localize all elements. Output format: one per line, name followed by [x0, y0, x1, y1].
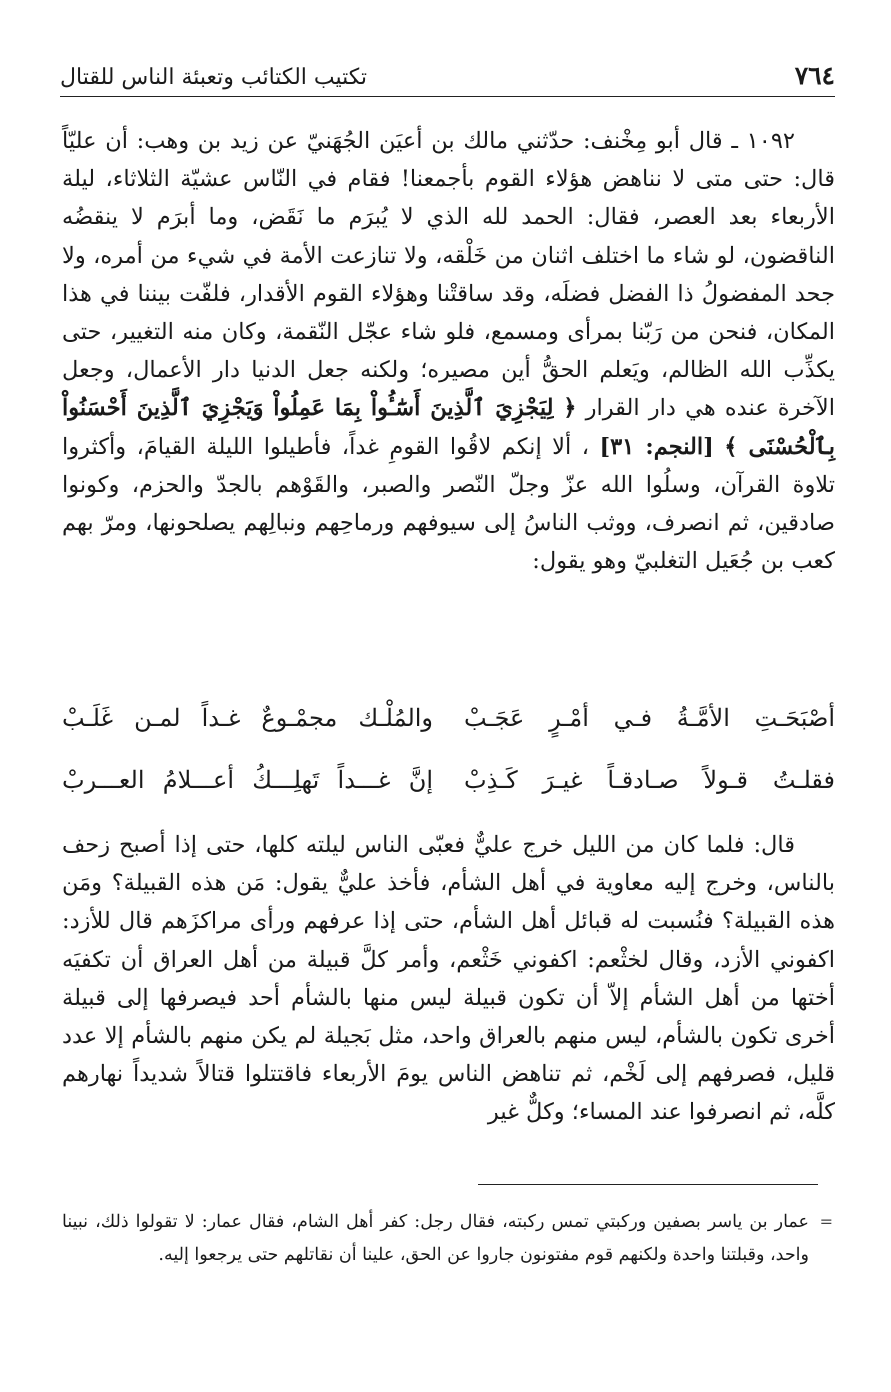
poem-block: [62, 698, 835, 822]
paragraph-1-part-a: ١٠٩٢ ـ قال أبو مِخْنف: حدّثني مالك بن أعيَن الجُهَنيّ عن زيد بن وهب: أن عليّاً قال: حتى متى لا نناهض هؤلاء القوم بأجمعنا! فقام في النّاس عشيّة الثلاثاء، ليلة الأربعاء بعد العصر، فقال: الحمد لله الذي لا يُبرَم ما نَقَض، وما أبرَم لا ينقضُه الناقضون، لو شاء ما اختلف اثنان من خَلْقه، ولا تنازعت الأمة في شيء من أمره، ولا جحد المفضولُ ذا الفضل فضلَه، وقد ساقتْنا وهؤلاء القوم الأقدار، فلفّت بيننا في هذا المكان، فنحن من رَبّنا بمرأى ومسمع، فلو شاء عجّل النّقمة، وكان منه التغيير، حتى يكذِّب الله الظالم، ويَعلم الحقُّ أين مصيره؛ ولكنه جعل الدنيا دار الأعمال، وجعل الآخرة عنده هي دار القرار: [62, 128, 835, 422]
quran-verse: ﴿ لِيَجْزِيَ ٱلَّذِينَ أَسَٰٓـُٔواْ بِمَا عَمِلُواْ وَيَجْزِيَ ٱلَّذِينَ أَحْسَنُواْ بِٱلْحُسْنَى ﴾: [62, 395, 836, 460]
poem-hemistich: فقلـتُ قـولاً صـادقـاً غيـرَ كَـذِبْ: [463, 766, 835, 794]
paragraph-1: [62, 122, 835, 580]
main-text-continued: [62, 826, 835, 1132]
footnote-divider: [478, 1184, 818, 1185]
poem-hemistich: والمُلْـك مجمْـوعٌ غـداً لمـن غَلَـبْ: [62, 704, 434, 732]
poem-line: [62, 760, 835, 822]
footnote-continuation-marker: =: [819, 1212, 833, 1231]
footnote: عمار بن ياسر بصفين وركبتي تمس ركبته، فقال رجل: كفر أهل الشام، فقال عمار: لا تقولوا ذلك، نبينا واحد، وقبلتنا واحدة ولكنهم قوم مفتونون جاروا عن الحق، علينا أن نقاتلهم حتى يرجعوا إليه.: [62, 1212, 809, 1265]
page-number: ٧٦٤: [794, 61, 835, 90]
poem-line: [62, 698, 835, 760]
main-text: [62, 122, 835, 580]
poem-hemistich: إنَّ غـــداً تَهلِـــكُ أعـــلامُ العـــربْ: [62, 766, 434, 794]
paragraph-1-part-b: ، ألا إنكم لاقُوا القومِ غداً، فأطيلوا الليلة القيامَ، وأكثروا تلاوة القرآن، وسلُوا الله عزّ وجلّ النّصر والصبر، والقَوْهم بالجدّ والحزم، وكونوا صادقين، ثم انصرف، ووثب الناسُ إلى سيوفهم ورماحِهم ونبالِهم يصلحونها، ومرّ بهم كعب بن جُعَيل التغلبيّ وهو يقول:: [62, 433, 835, 575]
quran-reference: [النجم: ٣١]: [599, 433, 714, 460]
poem-hemistich: أصْبَحَـتِ الأمَّـةُ فـي أمْـرٍ عَجَـبْ: [463, 704, 835, 732]
paragraph-2: قال: فلما كان من الليل خرج عليٌّ فعبّى الناس ليلته كلها، حتى إذا أصبح زحف بالناس، وخرج إليه معاوية في أهل الشأم، فأخذ عليٌّ يقول: مَن هذه القبيلة؟ ومَن هذه القبيلة؟ فنُسبت له قبائل أهل الشأم، حتى إذا عرفهم ورأى مراكزَهم قال للأزد: اكفوني الأزد، وقال لخثْعم: اكفوني خَثْعم، وأمر كلَّ قبيلة من أهل العراق أن تكفيَه أختها من أهل الشأم إلاّ أن تكون قبيلة ليس منها بالشأم أحد فيصرفها إلى قبيلة أخرى تكون بالشأم، ليس منهم بالعراق واحد، مثل بَجيلة لم يكن منهم بالشأم إلا عدد قليل، فصرفهم إلى لَخْم، ثم تناهض الناس يومَ الأربعاء فاقتتلوا قتالاً شديداً نهارهم كلَّه، ثم انصرفوا عند المساء؛ وكلٌّ غير: [62, 832, 835, 1126]
running-title: تكتيب الكتائب وتعبئة الناس للقتال: [60, 65, 368, 90]
running-header: [60, 52, 835, 97]
